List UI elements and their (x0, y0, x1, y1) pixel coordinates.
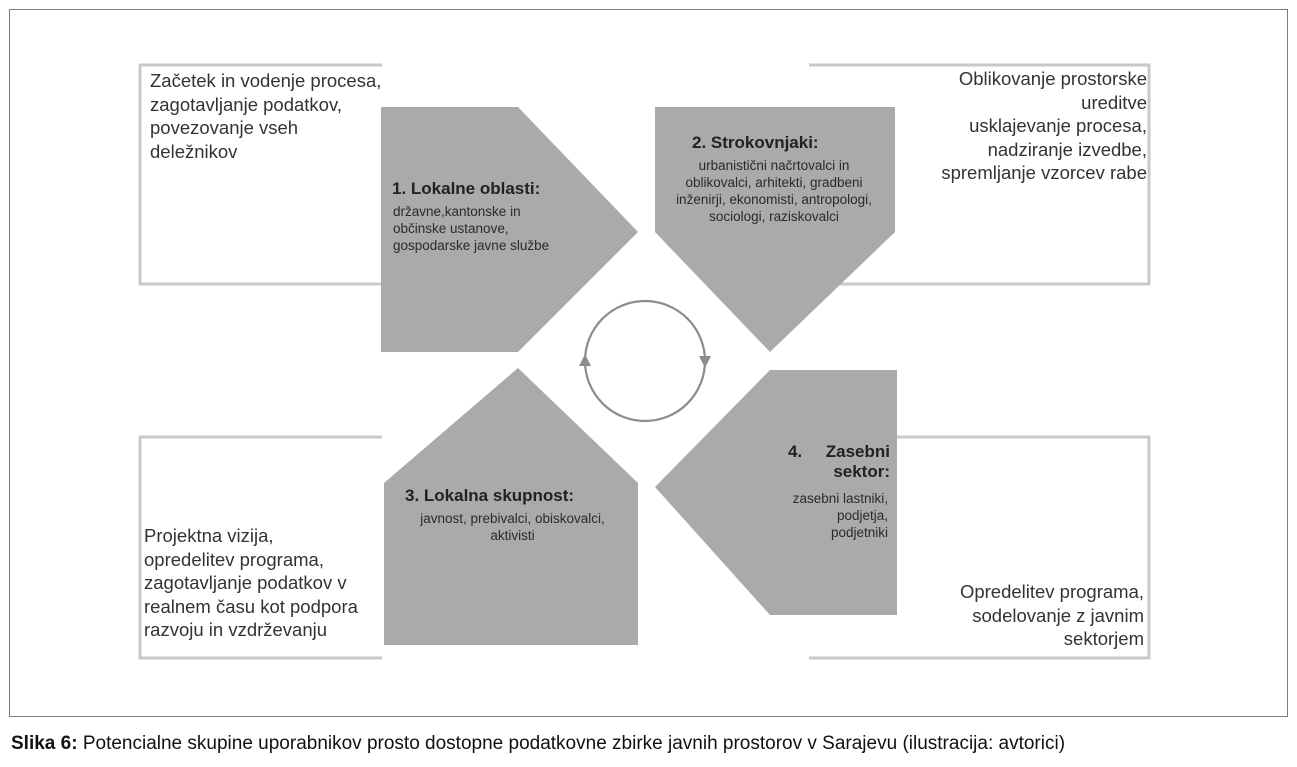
group-title-zasebni-sektor: 4. Zasebni sektor: (787, 442, 890, 481)
cycle-circle (585, 301, 705, 421)
caption-text: Potencialne skupine uporabnikov prosto dostopne podatkovne zbirke javnih prostorov v Sarajevu (ilustracija: avtorici) (77, 733, 1066, 754)
group-title-lokalna-skupnost: 3. Lokalna skupnost: (405, 486, 575, 505)
role-text-lokalne-oblasti: Začetek in vodenje procesa, zagotavljanje podatkov, povezovanje vseh deležnikov (150, 70, 382, 162)
caption-label: Slika 6: (11, 733, 78, 754)
group-desc-lokalne-oblasti: državne,kantonske in občinske ustanove, gospodarske javne službe (393, 204, 550, 253)
group-desc-zasebni-sektor: zasebni lastniki, podjetja, podjetniki (792, 491, 888, 540)
group-desc-lokalna-skupnost: javnost, prebivalci, obiskovalci, aktivisti (420, 511, 605, 543)
group-title-strokovnjaki: 2. Strokovnjaki: (692, 133, 819, 152)
cycle-arrowhead-left-icon (579, 354, 591, 366)
role-text-zasebni-sektor: Opredelitev programa, sodelovanje z javnim sektorjem (959, 581, 1144, 649)
cycle-arrowhead-right-icon (699, 356, 711, 368)
group-desc-strokovnjaki: urbanistični načrtovalci in oblikovalci, arhitekti, gradbeni inženirji, ekonomisti, antropologi, sociologi, raziskovalci (676, 158, 872, 224)
role-text-strokovnjaki: Oblikovanje prostorske ureditve usklajevanje procesa, nadziranje izvedbe, spremljanje vzorcev rabe (941, 68, 1147, 183)
arrow-lokalna-skupnost (384, 368, 638, 645)
group-title-lokalne-oblasti: 1. Lokalne oblasti: (392, 179, 541, 198)
figure-caption (11, 733, 1065, 755)
role-text-lokalna-skupnost: Projektna vizija, opredelitev programa, zagotavljanje podatkov v realnem času kot podpora razvoju in vzdrževanju (144, 525, 358, 640)
